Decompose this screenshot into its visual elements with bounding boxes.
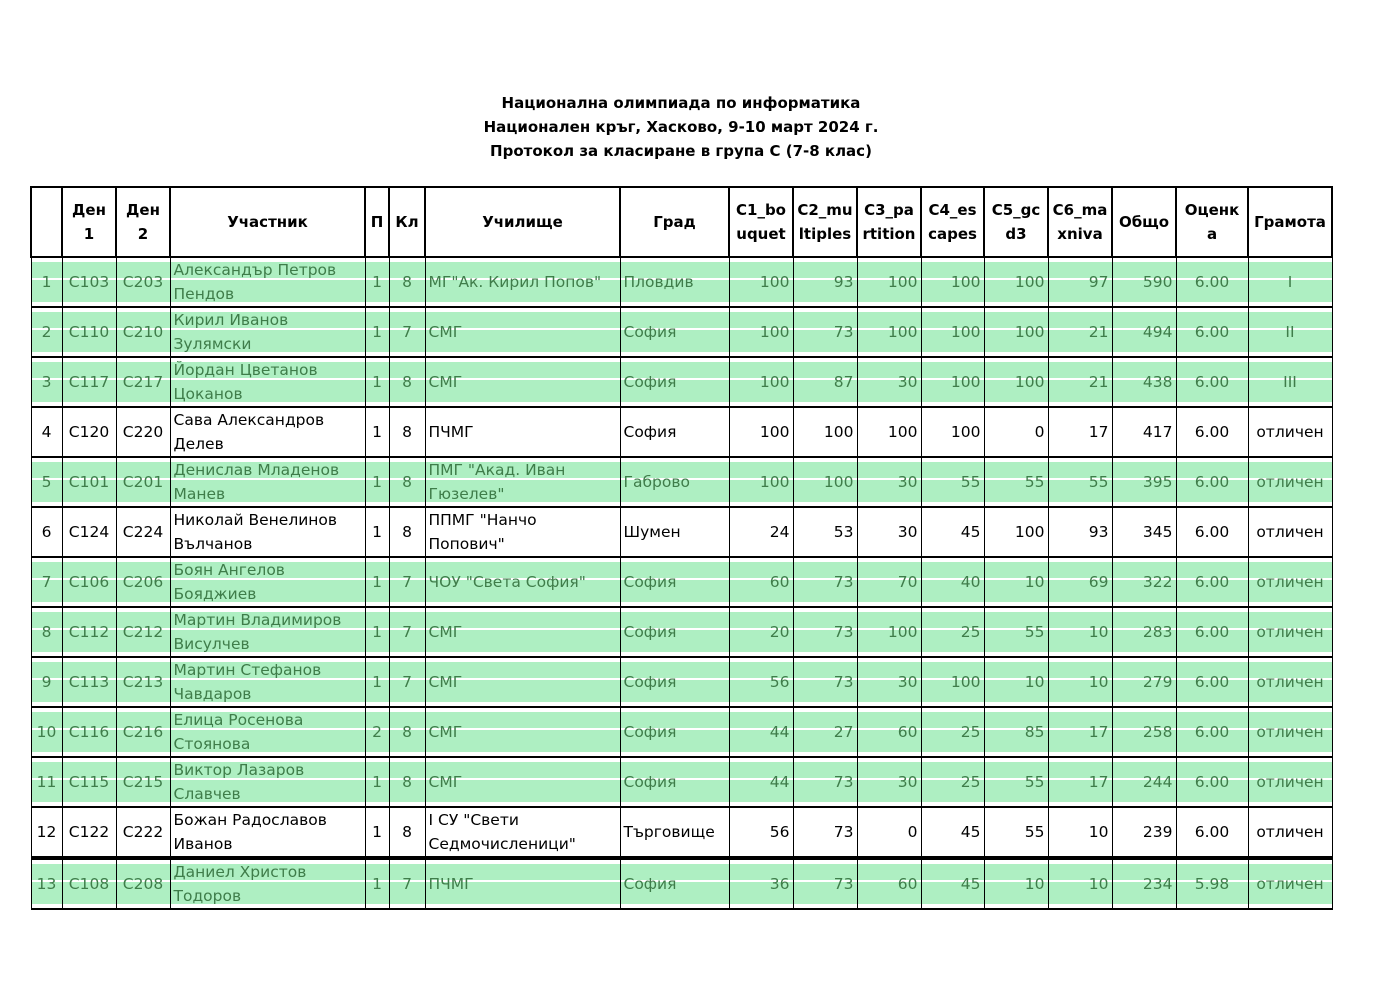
cell-s3: 60 <box>857 858 921 909</box>
cell-s3: 30 <box>857 457 921 507</box>
cell-s5: 100 <box>984 507 1048 557</box>
cell-s1: 60 <box>729 557 793 607</box>
cell-total: 244 <box>1112 757 1176 807</box>
cell-kl: 8 <box>389 457 425 507</box>
title-line-3: Протокол за класиране в група C (7-8 клас) <box>490 142 872 160</box>
cell-d1: C108 <box>62 858 116 909</box>
cell-rank: 7 <box>31 557 62 607</box>
cell-d1: C101 <box>62 457 116 507</box>
cell-kl: 7 <box>389 307 425 357</box>
cell-total: 234 <box>1112 858 1176 909</box>
cell-award: отличен <box>1248 507 1332 557</box>
cell-grade: 6.00 <box>1176 557 1248 607</box>
cell-total: 590 <box>1112 257 1176 307</box>
column-header: Ден 2 <box>116 187 170 257</box>
cell-s1: 100 <box>729 307 793 357</box>
cell-grade: 6.00 <box>1176 507 1248 557</box>
cell-s3: 30 <box>857 757 921 807</box>
cell-p: 1 <box>365 357 389 407</box>
column-header: C6_maxniva <box>1048 187 1112 257</box>
cell-rank: 11 <box>31 757 62 807</box>
cell-kl: 8 <box>389 407 425 457</box>
table-row <box>31 807 1332 858</box>
cell-s2: 53 <box>793 507 857 557</box>
cell-d2: C201 <box>116 457 170 507</box>
column-header: П <box>365 187 389 257</box>
cell-city: Шумен <box>620 507 729 557</box>
cell-d1: C112 <box>62 607 116 657</box>
cell-award: отличен <box>1248 457 1332 507</box>
cell-award: I <box>1248 257 1332 307</box>
cell-name: Кирил Иванов Зулямски <box>170 307 365 357</box>
cell-award: II <box>1248 307 1332 357</box>
cell-grade: 5.98 <box>1176 858 1248 909</box>
cell-name: Николай Венелинов Вълчанов <box>170 507 365 557</box>
cell-rank: 6 <box>31 507 62 557</box>
table-row <box>31 357 1332 407</box>
cell-d2: C213 <box>116 657 170 707</box>
cell-s6: 55 <box>1048 457 1112 507</box>
cell-s3: 100 <box>857 407 921 457</box>
cell-name: Мартин Стефанов Чавдаров <box>170 657 365 707</box>
cell-s3: 70 <box>857 557 921 607</box>
cell-school: СМГ <box>425 657 620 707</box>
table-row <box>31 657 1332 707</box>
cell-s1: 100 <box>729 257 793 307</box>
cell-name: Божан Радославов Иванов <box>170 807 365 858</box>
cell-d2: C208 <box>116 858 170 909</box>
cell-p: 1 <box>365 257 389 307</box>
cell-city: София <box>620 357 729 407</box>
title-line-1: Национална олимпиада по информатика <box>501 94 861 112</box>
cell-school: СМГ <box>425 707 620 757</box>
cell-city: София <box>620 407 729 457</box>
cell-school: МГ"Ак. Кирил Попов" <box>425 257 620 307</box>
cell-s4: 45 <box>921 507 984 557</box>
cell-total: 322 <box>1112 557 1176 607</box>
cell-s4: 100 <box>921 407 984 457</box>
cell-school: СМГ <box>425 757 620 807</box>
table-row <box>31 407 1332 457</box>
cell-rank: 3 <box>31 357 62 407</box>
cell-grade: 6.00 <box>1176 657 1248 707</box>
cell-s3: 100 <box>857 307 921 357</box>
column-header: Град <box>620 187 729 257</box>
cell-s6: 93 <box>1048 507 1112 557</box>
cell-p: 1 <box>365 557 389 607</box>
cell-school: СМГ <box>425 607 620 657</box>
cell-s2: 100 <box>793 407 857 457</box>
cell-award: отличен <box>1248 657 1332 707</box>
cell-s5: 55 <box>984 607 1048 657</box>
cell-kl: 7 <box>389 657 425 707</box>
cell-d1: C120 <box>62 407 116 457</box>
cell-s5: 10 <box>984 557 1048 607</box>
cell-rank: 1 <box>31 257 62 307</box>
cell-d2: C210 <box>116 307 170 357</box>
ranking-table <box>30 186 1333 910</box>
column-header: C4_escapes <box>921 187 984 257</box>
cell-d2: C217 <box>116 357 170 407</box>
title-line-2: Национален кръг, Хасково, 9-10 март 2024 г. <box>483 118 879 136</box>
cell-grade: 6.00 <box>1176 307 1248 357</box>
cell-award: отличен <box>1248 807 1332 858</box>
cell-s2: 73 <box>793 807 857 858</box>
cell-d2: C203 <box>116 257 170 307</box>
table-row <box>31 707 1332 757</box>
cell-s2: 27 <box>793 707 857 757</box>
cell-s4: 25 <box>921 757 984 807</box>
cell-rank: 5 <box>31 457 62 507</box>
column-header: Оценка <box>1176 187 1248 257</box>
column-header: Ден 1 <box>62 187 116 257</box>
cell-total: 494 <box>1112 307 1176 357</box>
cell-grade: 6.00 <box>1176 757 1248 807</box>
cell-total: 239 <box>1112 807 1176 858</box>
cell-total: 279 <box>1112 657 1176 707</box>
cell-s1: 100 <box>729 457 793 507</box>
cell-s4: 100 <box>921 257 984 307</box>
cell-award: отличен <box>1248 607 1332 657</box>
cell-kl: 8 <box>389 357 425 407</box>
cell-award: отличен <box>1248 407 1332 457</box>
column-header: Кл <box>389 187 425 257</box>
cell-s2: 73 <box>793 858 857 909</box>
cell-city: София <box>620 557 729 607</box>
cell-s1: 56 <box>729 807 793 858</box>
cell-s5: 55 <box>984 757 1048 807</box>
cell-p: 1 <box>365 407 389 457</box>
cell-d2: C212 <box>116 607 170 657</box>
cell-s1: 24 <box>729 507 793 557</box>
cell-p: 1 <box>365 607 389 657</box>
cell-kl: 8 <box>389 257 425 307</box>
cell-s3: 30 <box>857 507 921 557</box>
cell-city: Габрово <box>620 457 729 507</box>
cell-s2: 73 <box>793 307 857 357</box>
cell-s4: 45 <box>921 858 984 909</box>
cell-s4: 40 <box>921 557 984 607</box>
cell-d1: C116 <box>62 707 116 757</box>
cell-s6: 10 <box>1048 607 1112 657</box>
column-header: C3_partition <box>857 187 921 257</box>
cell-d2: C216 <box>116 707 170 757</box>
cell-name: Денислав Младенов Манев <box>170 457 365 507</box>
cell-d1: C124 <box>62 507 116 557</box>
cell-school: ПМГ "Акад. Иван Гюзелев" <box>425 457 620 507</box>
cell-city: София <box>620 858 729 909</box>
table-row <box>31 507 1332 557</box>
cell-d2: C215 <box>116 757 170 807</box>
cell-total: 438 <box>1112 357 1176 407</box>
cell-s6: 69 <box>1048 557 1112 607</box>
cell-award: отличен <box>1248 707 1332 757</box>
cell-city: София <box>620 707 729 757</box>
cell-kl: 8 <box>389 707 425 757</box>
cell-city: София <box>620 307 729 357</box>
cell-city: София <box>620 607 729 657</box>
cell-d1: C122 <box>62 807 116 858</box>
cell-rank: 10 <box>31 707 62 757</box>
column-header: Училище <box>425 187 620 257</box>
cell-s2: 73 <box>793 607 857 657</box>
cell-d2: C220 <box>116 407 170 457</box>
cell-s4: 55 <box>921 457 984 507</box>
table-row <box>31 457 1332 507</box>
cell-s4: 100 <box>921 657 984 707</box>
cell-s5: 10 <box>984 858 1048 909</box>
table-row <box>31 607 1332 657</box>
cell-school: СМГ <box>425 307 620 357</box>
cell-rank: 9 <box>31 657 62 707</box>
cell-p: 1 <box>365 807 389 858</box>
table-header-row <box>31 187 1332 257</box>
cell-s6: 97 <box>1048 257 1112 307</box>
cell-name: Виктор Лазаров Славчев <box>170 757 365 807</box>
cell-kl: 8 <box>389 757 425 807</box>
cell-school: СМГ <box>425 357 620 407</box>
cell-s1: 100 <box>729 407 793 457</box>
cell-s3: 0 <box>857 807 921 858</box>
cell-award: отличен <box>1248 858 1332 909</box>
cell-kl: 7 <box>389 858 425 909</box>
cell-s2: 73 <box>793 757 857 807</box>
cell-d1: C113 <box>62 657 116 707</box>
cell-s5: 100 <box>984 257 1048 307</box>
cell-name: Сава Александров Делев <box>170 407 365 457</box>
cell-city: Пловдив <box>620 257 729 307</box>
column-header: Участник <box>170 187 365 257</box>
cell-name: Йордан Цветанов Цоканов <box>170 357 365 407</box>
cell-name: Даниел Христов Тодоров <box>170 858 365 909</box>
column-header <box>31 187 62 257</box>
cell-total: 283 <box>1112 607 1176 657</box>
table-row <box>31 858 1332 909</box>
cell-s6: 10 <box>1048 807 1112 858</box>
cell-s6: 21 <box>1048 357 1112 407</box>
cell-grade: 6.00 <box>1176 257 1248 307</box>
cell-grade: 6.00 <box>1176 607 1248 657</box>
cell-name: Боян Ангелов Бояджиев <box>170 557 365 607</box>
column-header: Грамота <box>1248 187 1332 257</box>
cell-total: 395 <box>1112 457 1176 507</box>
table-row <box>31 757 1332 807</box>
cell-s1: 36 <box>729 858 793 909</box>
cell-s1: 44 <box>729 707 793 757</box>
cell-school: ЧОУ "Света София" <box>425 557 620 607</box>
cell-s2: 93 <box>793 257 857 307</box>
cell-rank: 12 <box>31 807 62 858</box>
cell-s4: 25 <box>921 707 984 757</box>
cell-s4: 25 <box>921 607 984 657</box>
cell-school: ПЧМГ <box>425 858 620 909</box>
cell-s5: 85 <box>984 707 1048 757</box>
cell-rank: 4 <box>31 407 62 457</box>
cell-d1: C103 <box>62 257 116 307</box>
cell-s2: 100 <box>793 457 857 507</box>
cell-s6: 17 <box>1048 707 1112 757</box>
cell-p: 1 <box>365 657 389 707</box>
cell-total: 258 <box>1112 707 1176 757</box>
cell-s6: 17 <box>1048 757 1112 807</box>
cell-city: София <box>620 757 729 807</box>
cell-s2: 73 <box>793 657 857 707</box>
cell-s2: 87 <box>793 357 857 407</box>
cell-rank: 13 <box>31 858 62 909</box>
cell-d1: C115 <box>62 757 116 807</box>
cell-s3: 100 <box>857 257 921 307</box>
cell-grade: 6.00 <box>1176 457 1248 507</box>
cell-grade: 6.00 <box>1176 407 1248 457</box>
cell-kl: 8 <box>389 507 425 557</box>
cell-d2: C222 <box>116 807 170 858</box>
cell-award: отличен <box>1248 757 1332 807</box>
cell-s6: 10 <box>1048 657 1112 707</box>
cell-s4: 100 <box>921 357 984 407</box>
cell-name: Мартин Владимиров Висулчев <box>170 607 365 657</box>
cell-p: 1 <box>365 757 389 807</box>
column-header: C1_bouquet <box>729 187 793 257</box>
cell-s3: 30 <box>857 657 921 707</box>
cell-d1: C110 <box>62 307 116 357</box>
cell-s1: 44 <box>729 757 793 807</box>
cell-award: III <box>1248 357 1332 407</box>
cell-d1: C106 <box>62 557 116 607</box>
cell-s2: 73 <box>793 557 857 607</box>
cell-p: 1 <box>365 457 389 507</box>
cell-s5: 55 <box>984 457 1048 507</box>
cell-s5: 0 <box>984 407 1048 457</box>
cell-s5: 100 <box>984 307 1048 357</box>
column-header: C2_multiples <box>793 187 857 257</box>
cell-s5: 100 <box>984 357 1048 407</box>
cell-total: 345 <box>1112 507 1176 557</box>
cell-rank: 8 <box>31 607 62 657</box>
cell-total: 417 <box>1112 407 1176 457</box>
cell-city: София <box>620 657 729 707</box>
cell-school: I СУ "Свети Седмочисленици" <box>425 807 620 858</box>
cell-award: отличен <box>1248 557 1332 607</box>
cell-s5: 55 <box>984 807 1048 858</box>
cell-d1: C117 <box>62 357 116 407</box>
cell-p: 1 <box>365 858 389 909</box>
cell-s3: 30 <box>857 357 921 407</box>
cell-school: ПЧМГ <box>425 407 620 457</box>
cell-d2: C224 <box>116 507 170 557</box>
cell-kl: 8 <box>389 807 425 858</box>
cell-s3: 60 <box>857 707 921 757</box>
cell-s5: 10 <box>984 657 1048 707</box>
cell-grade: 6.00 <box>1176 707 1248 757</box>
table-row <box>31 257 1332 307</box>
cell-s4: 100 <box>921 307 984 357</box>
cell-s1: 100 <box>729 357 793 407</box>
column-header: C5_gcd3 <box>984 187 1048 257</box>
cell-kl: 7 <box>389 557 425 607</box>
cell-s3: 100 <box>857 607 921 657</box>
cell-s1: 56 <box>729 657 793 707</box>
column-header: Общо <box>1112 187 1176 257</box>
cell-s6: 10 <box>1048 858 1112 909</box>
cell-name: Александър Петров Пендов <box>170 257 365 307</box>
cell-s4: 45 <box>921 807 984 858</box>
cell-school: ППМГ "Нанчо Попович" <box>425 507 620 557</box>
cell-s1: 20 <box>729 607 793 657</box>
document-title <box>0 91 1362 163</box>
table-row <box>31 557 1332 607</box>
table-row <box>31 307 1332 357</box>
cell-p: 1 <box>365 507 389 557</box>
cell-grade: 6.00 <box>1176 807 1248 858</box>
cell-p: 2 <box>365 707 389 757</box>
cell-grade: 6.00 <box>1176 357 1248 407</box>
cell-name: Елица Росенова Стоянова <box>170 707 365 757</box>
cell-s6: 17 <box>1048 407 1112 457</box>
cell-rank: 2 <box>31 307 62 357</box>
cell-p: 1 <box>365 307 389 357</box>
cell-d2: C206 <box>116 557 170 607</box>
cell-s6: 21 <box>1048 307 1112 357</box>
cell-city: Търговище <box>620 807 729 858</box>
cell-kl: 7 <box>389 607 425 657</box>
